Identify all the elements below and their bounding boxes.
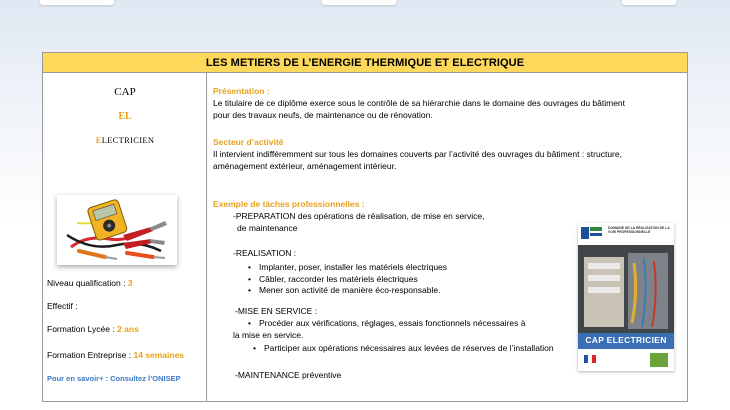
secteur-heading: Secteur d’activité xyxy=(213,137,284,147)
preparation-line-2: de maintenance xyxy=(237,223,298,233)
top-tab-mid xyxy=(322,0,396,5)
secteur-line-1: Il intervient indifféremment sur tous les domaines couverts par l’activité des ouvrages du bâtiment : structure, xyxy=(213,149,622,159)
presentation-heading: Présentation : xyxy=(213,86,270,96)
brochure-header: DOMAINE DE LA RÉALISATION DE LA VOIE PROFESSIONNELLE xyxy=(608,226,670,234)
el-label: EL xyxy=(118,111,132,122)
entreprise-value: 14 semaines xyxy=(133,350,185,360)
lycee-label: Formation Lycée : xyxy=(47,324,115,334)
presentation-line-2: pour des travaux neufs, de maintenance ou de rénovation. xyxy=(213,110,433,120)
metier-first-letter: E xyxy=(95,135,102,145)
list-item: • Implanter, poser, installer les matériels électriques xyxy=(259,262,447,274)
brochure-title: CAP ELECTRICIEN xyxy=(585,335,667,345)
mise-en-service-continuation: la mise en service. xyxy=(233,330,304,340)
secteur-line-2: aménagement extérieur, aménagement intérieur. xyxy=(213,161,397,171)
niveau-qualification xyxy=(47,278,133,288)
entreprise-label: Formation Entreprise : xyxy=(47,350,132,360)
mise-en-service-item-2 xyxy=(264,343,554,355)
list-item: • Procéder aux vérifications, réglages, essais fonctionnels nécessaires à xyxy=(259,318,525,330)
left-column xyxy=(43,73,207,402)
mise-en-service-heading: -MISE EN SERVICE : xyxy=(235,306,318,316)
effectif xyxy=(47,301,78,311)
list-item: • Câbler, raccorder les matériels électriques xyxy=(259,274,447,286)
cap-label: CAP xyxy=(114,86,136,98)
page-title: LES METIERS DE L’ENERGIE THERMIQUE ET ELECTRIQUE xyxy=(43,53,687,73)
list-item: • Participer aux opérations nécessaires aux levées de réserves de l’installation xyxy=(264,343,554,355)
taches-heading: Exemple de tâches professionnelles : xyxy=(213,199,365,209)
realisation-heading: -REALISATION : xyxy=(233,248,297,258)
metier-rest: LECTRICIEN xyxy=(101,135,155,145)
metier-label xyxy=(43,135,207,145)
fiche-metier xyxy=(42,52,688,402)
brochure-cover-icon xyxy=(578,223,674,371)
preparation-line-1: -PREPARATION des opérations de réalisation, de mise en service, xyxy=(233,211,485,221)
electrician-tools-image xyxy=(57,195,177,265)
mise-en-service-item-1 xyxy=(259,318,525,330)
cap-electricien-brochure xyxy=(578,223,674,371)
niveau-value: 3 xyxy=(127,278,133,288)
onisep-link[interactable]: Pour en savoir+ : Consultez l’ONISEP xyxy=(47,374,181,383)
niveau-label: Niveau qualification : xyxy=(47,278,126,288)
formation-entreprise xyxy=(47,350,184,360)
tools-illustration-icon xyxy=(57,195,177,265)
realisation-list xyxy=(259,262,447,297)
maintenance-line: -MAINTENANCE préventive xyxy=(235,370,342,380)
top-tab-left xyxy=(40,0,114,5)
formation-lycee xyxy=(47,324,139,334)
top-tab-right xyxy=(622,0,676,5)
presentation-line-1: Le titulaire de ce diplôme exerce sous le contrôle de sa hiérarchie dans le domaine des ouvrages du bâtiment xyxy=(213,98,626,108)
effectif-label: Effectif : xyxy=(47,301,78,311)
list-item: • Mener son activité de manière éco-responsable. xyxy=(259,285,447,297)
lycee-value: 2 ans xyxy=(117,324,139,334)
